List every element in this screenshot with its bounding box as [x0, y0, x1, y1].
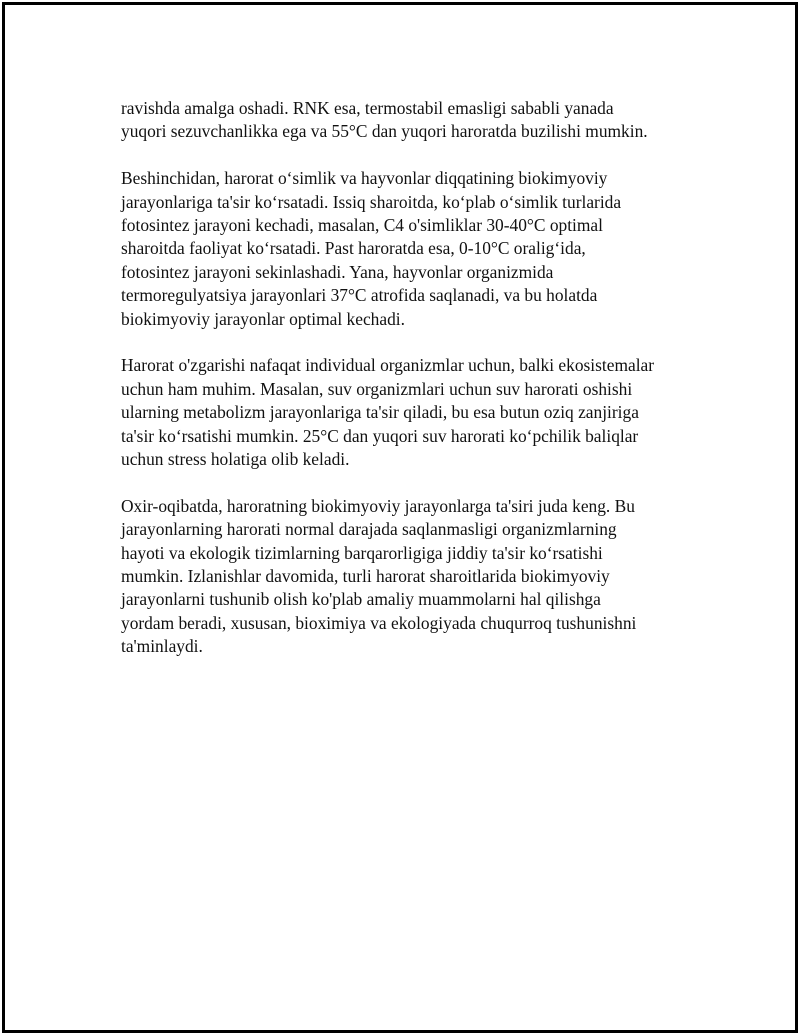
text-line: Harorat o'zgarishi nafaqat individual organizmlar uchun, balki ekosistemalar [121, 355, 655, 376]
paragraph-4 [121, 495, 701, 659]
page-frame [2, 2, 798, 1033]
text-line: Beshinchidan, harorat o‘simlik va hayvonlar diqqatining biokimyoviy [121, 168, 608, 189]
text-line: ta'sir ko‘rsatishi mumkin. 25°C dan yuqori suv harorati ko‘pchilik baliqlar [121, 425, 639, 446]
text-line: ta'minlaydi. [121, 636, 203, 657]
text-line: fotosintez jarayoni kechadi, masalan, C4 o'simliklar 30-40°C optimal [121, 215, 603, 236]
text-line: sharoitda faoliyat ko‘rsatadi. Past haroratda esa, 0-10°C oralig‘ida, [121, 238, 586, 259]
text-line: yordam beradi, xususan, bioximiya va ekologiyada chuqurroq tushunishni [121, 612, 637, 633]
text-line: Oxir-oqibatda, haroratning biokimyoviy jarayonlarga ta'siri juda keng. Bu [121, 495, 635, 516]
text-line: jarayonlariga ta'sir ko‘rsatadi. Issiq sharoitda, ko‘plab o‘simlik turlarida [121, 191, 622, 212]
text-line: hayoti va ekologik tizimlarning barqarorligiga jiddiy ta'sir ko‘rsatishi [121, 542, 603, 563]
paragraph-1 [121, 97, 701, 144]
text-line: termoregulyatsiya jarayonlari 37°C atrofida saqlanadi, va bu holatda [121, 285, 598, 306]
text-line: mumkin. Izlanishlar davomida, turli harorat sharoitlarida biokimyoviy [121, 566, 610, 587]
text-line: yuqori sezuvchanlikka ega va 55°C dan yuqori haroratda buzilishi mumkin. [121, 121, 648, 142]
document-body [121, 97, 701, 682]
paragraph-2 [121, 167, 701, 331]
text-line: biokimyoviy jarayonlar optimal kechadi. [121, 308, 405, 329]
text-line: uchun ham muhim. Masalan, suv organizmlari uchun suv harorati oshishi [121, 378, 633, 399]
text-line: jarayonlarni tushunib olish ko'plab amaliy muammolarni hal qilishga [121, 589, 601, 610]
text-line: uchun stress holatiga olib keladi. [121, 449, 350, 470]
paragraph-3 [121, 354, 701, 471]
text-line: ularning metabolizm jarayonlariga ta'sir qiladi, bu esa butun oziq zanjiriga [121, 402, 639, 423]
text-line: jarayonlarning harorati normal darajada saqlanmasligi organizmlarning [121, 519, 617, 540]
text-line: fotosintez jarayoni sekinlashadi. Yana, hayvonlar organizmida [121, 261, 554, 282]
text-line: ravishda amalga oshadi. RNK esa, termostabil emasligi sababli yanada [121, 98, 614, 118]
